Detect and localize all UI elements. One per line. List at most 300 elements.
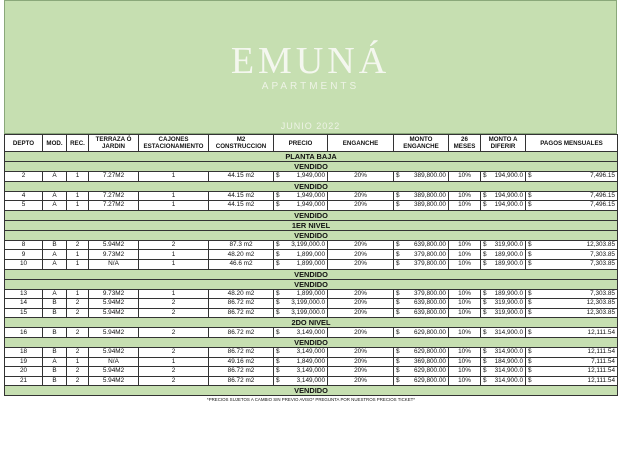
cell-mod: A xyxy=(43,250,67,260)
cell-monto_eng-value: 639,800.00 xyxy=(414,309,446,317)
table-row xyxy=(5,376,618,386)
cell-diferir-value: 189,900.0 xyxy=(494,289,523,297)
cell-diferir xyxy=(481,367,526,377)
cell-depto: 5 xyxy=(5,201,43,211)
currency-symbol: $ xyxy=(483,348,487,356)
cell-precio-value: 3,149,000 xyxy=(296,377,325,385)
cell-precio xyxy=(274,357,328,367)
cell-precio xyxy=(274,250,328,260)
brand-subtitle: APARTMENTS xyxy=(261,81,360,92)
cell-m2: 49.16 m2 xyxy=(209,357,274,367)
cell-mod: A xyxy=(43,259,67,269)
currency-symbol: $ xyxy=(396,289,400,297)
footer-row xyxy=(5,396,618,404)
cell-enganche: 20% xyxy=(328,308,394,318)
cell-pct: 10% xyxy=(449,299,481,309)
cell-monto_eng xyxy=(394,367,449,377)
cell-enganche: 20% xyxy=(328,328,394,338)
cell-cajones: 1 xyxy=(139,289,209,299)
cell-diferir xyxy=(481,259,526,269)
cell-precio xyxy=(274,299,328,309)
cell-precio-value: 3,199,000.0 xyxy=(291,309,325,317)
header-meses xyxy=(449,135,481,152)
currency-symbol: $ xyxy=(528,172,532,180)
header-precio: PRECIO xyxy=(274,135,328,152)
cell-pagos-value: 7,303.85 xyxy=(590,250,615,258)
currency-symbol: $ xyxy=(528,377,532,385)
cell-pct: 10% xyxy=(449,376,481,386)
cell-rec: 1 xyxy=(67,259,89,269)
currency-symbol: $ xyxy=(276,289,280,297)
cell-precio-value: 1,949,000 xyxy=(296,201,325,209)
section-row xyxy=(5,210,618,220)
currency-symbol: $ xyxy=(276,260,280,268)
cell-terraza: 5.94M2 xyxy=(89,299,139,309)
cell-cajones: 2 xyxy=(139,376,209,386)
cell-pct: 10% xyxy=(449,367,481,377)
cell-pct: 10% xyxy=(449,347,481,357)
cell-depto: 10 xyxy=(5,259,43,269)
cell-precio-value: 1,899,000 xyxy=(296,250,325,258)
section-row xyxy=(5,220,618,230)
header-banner xyxy=(4,0,617,134)
currency-symbol: $ xyxy=(528,260,532,268)
cell-cajones: 2 xyxy=(139,240,209,250)
table-body xyxy=(5,152,618,396)
cell-pagos xyxy=(526,250,618,260)
cell-monto_eng-value: 389,800.00 xyxy=(414,191,446,199)
cell-depto: 9 xyxy=(5,250,43,260)
header-monto-diferir: MONTO A DIFERIR xyxy=(481,135,526,152)
cell-terraza: 7.27M2 xyxy=(89,191,139,201)
section-row xyxy=(5,152,618,162)
cell-pagos-value: 12,111.54 xyxy=(587,328,615,336)
cell-precio xyxy=(274,347,328,357)
cell-diferir-value: 319,900.0 xyxy=(494,309,523,317)
currency-symbol: $ xyxy=(483,299,487,307)
cell-pagos-value: 12,303.85 xyxy=(586,299,615,307)
table-row xyxy=(5,250,618,260)
cell-terraza: 9.73M2 xyxy=(89,250,139,260)
currency-symbol: $ xyxy=(483,201,487,209)
cell-terraza: 7.27M2 xyxy=(89,172,139,182)
cell-pagos-value: 7,303.85 xyxy=(590,289,615,297)
currency-symbol: $ xyxy=(276,172,280,180)
currency-symbol: $ xyxy=(276,191,280,199)
header-monto-enganche: MONTO ENGANCHE xyxy=(394,135,449,152)
cell-rec: 1 xyxy=(67,250,89,260)
table-row xyxy=(5,308,618,318)
header-enganche: ENGANCHE xyxy=(328,135,394,152)
cell-pagos-value: 7,496.15 xyxy=(590,191,615,199)
cell-pagos-value: 7,496.15 xyxy=(590,172,615,180)
cell-cajones: 1 xyxy=(139,250,209,260)
cell-precio xyxy=(274,201,328,211)
cell-terraza: N/A xyxy=(89,259,139,269)
currency-symbol: $ xyxy=(528,309,532,317)
table-row xyxy=(5,172,618,182)
currency-symbol: $ xyxy=(528,289,532,297)
cell-cajones: 2 xyxy=(139,367,209,377)
cell-pagos-value: 12,303.85 xyxy=(586,309,615,317)
currency-symbol: $ xyxy=(396,328,400,336)
cell-depto: 19 xyxy=(5,357,43,367)
cell-monto_eng xyxy=(394,357,449,367)
banner-date: JUNIO 2022 xyxy=(280,121,341,131)
cell-rec: 2 xyxy=(67,376,89,386)
cell-terraza: N/A xyxy=(89,357,139,367)
cell-m2: 86.72 m2 xyxy=(209,347,274,357)
section-row xyxy=(5,230,618,240)
cell-monto_eng xyxy=(394,172,449,182)
currency-symbol: $ xyxy=(396,201,400,209)
cell-pct: 10% xyxy=(449,328,481,338)
currency-symbol: $ xyxy=(528,250,532,258)
cell-enganche: 20% xyxy=(328,357,394,367)
cell-monto_eng xyxy=(394,259,449,269)
cell-pagos xyxy=(526,347,618,357)
cell-enganche: 20% xyxy=(328,347,394,357)
cell-rec: 2 xyxy=(67,240,89,250)
cell-rec: 2 xyxy=(67,328,89,338)
cell-enganche: 20% xyxy=(328,259,394,269)
cell-monto_eng xyxy=(394,328,449,338)
currency-symbol: $ xyxy=(276,357,280,365)
currency-symbol: $ xyxy=(276,367,280,375)
cell-rec: 1 xyxy=(67,289,89,299)
currency-symbol: $ xyxy=(396,309,400,317)
cell-m2: 44.15 m2 xyxy=(209,191,274,201)
section-row xyxy=(5,318,618,328)
table-header-row xyxy=(5,135,618,152)
cell-pagos xyxy=(526,367,618,377)
cell-cajones: 2 xyxy=(139,299,209,309)
cell-diferir-value: 194,900.0 xyxy=(494,172,523,180)
cell-precio xyxy=(274,367,328,377)
cell-monto_eng-value: 629,800.00 xyxy=(414,328,446,336)
cell-mod: B xyxy=(43,328,67,338)
cell-precio xyxy=(274,289,328,299)
currency-symbol: $ xyxy=(276,241,280,249)
cell-pagos xyxy=(526,308,618,318)
cell-monto_eng xyxy=(394,376,449,386)
cell-monto_eng-value: 389,800.00 xyxy=(414,172,446,180)
section-row xyxy=(5,337,618,347)
cell-depto: 20 xyxy=(5,367,43,377)
section-label: 2DO NIVEL xyxy=(5,318,618,328)
currency-symbol: $ xyxy=(276,309,280,317)
cell-diferir-value: 189,900.0 xyxy=(494,250,523,258)
cell-pagos xyxy=(526,376,618,386)
cell-cajones: 1 xyxy=(139,259,209,269)
cell-pagos xyxy=(526,201,618,211)
currency-symbol: $ xyxy=(483,357,487,365)
cell-pagos-value: 12,111.54 xyxy=(587,348,615,356)
cell-terraza: 5.94M2 xyxy=(89,328,139,338)
currency-symbol: $ xyxy=(483,260,487,268)
cell-pagos xyxy=(526,191,618,201)
cell-pct: 10% xyxy=(449,172,481,182)
cell-precio xyxy=(274,376,328,386)
table-row xyxy=(5,191,618,201)
cell-rec: 2 xyxy=(67,299,89,309)
cell-enganche: 20% xyxy=(328,367,394,377)
cell-enganche: 20% xyxy=(328,376,394,386)
cell-diferir-value: 319,900.0 xyxy=(494,241,523,249)
section-row xyxy=(5,269,618,279)
cell-pagos-value: 7,111.54 xyxy=(591,357,615,365)
cell-enganche: 20% xyxy=(328,299,394,309)
currency-symbol: $ xyxy=(483,377,487,385)
table-row xyxy=(5,299,618,309)
currency-symbol: $ xyxy=(396,377,400,385)
table-row xyxy=(5,328,618,338)
cell-monto_eng-value: 379,800.00 xyxy=(414,260,446,268)
currency-symbol: $ xyxy=(396,260,400,268)
cell-enganche: 20% xyxy=(328,201,394,211)
cell-monto_eng xyxy=(394,308,449,318)
cell-rec: 2 xyxy=(67,347,89,357)
currency-symbol: $ xyxy=(396,172,400,180)
cell-monto_eng-value: 629,800.00 xyxy=(414,377,446,385)
table-row xyxy=(5,259,618,269)
cell-cajones: 1 xyxy=(139,172,209,182)
cell-diferir-value: 194,900.0 xyxy=(494,201,523,209)
cell-cajones: 1 xyxy=(139,201,209,211)
section-row xyxy=(5,162,618,172)
cell-precio-value: 3,199,000.0 xyxy=(291,241,325,249)
cell-diferir xyxy=(481,172,526,182)
cell-diferir xyxy=(481,376,526,386)
cell-precio-value: 3,199,000.0 xyxy=(291,299,325,307)
cell-rec: 2 xyxy=(67,308,89,318)
currency-symbol: $ xyxy=(528,357,532,365)
header-pagos: PAGOS MENSUALES xyxy=(526,135,618,152)
cell-mod: B xyxy=(43,299,67,309)
cell-diferir xyxy=(481,299,526,309)
cell-mod: A xyxy=(43,357,67,367)
cell-m2: 86.72 m2 xyxy=(209,328,274,338)
cell-precio-value: 3,149,000 xyxy=(296,348,325,356)
currency-symbol: $ xyxy=(276,377,280,385)
cell-precio-value: 1,949,000 xyxy=(296,172,325,180)
header-rec: REC. xyxy=(67,135,89,152)
table-row xyxy=(5,357,618,367)
footer-note: *PRECIOS SUJETOS A CAMBIO SIN PREVIO AVISO* PREGUNTA POR NUESTROS PRECIOS TICKET* xyxy=(206,397,416,403)
cell-rec: 1 xyxy=(67,201,89,211)
cell-rec: 1 xyxy=(67,172,89,182)
cell-diferir-value: 314,900.0 xyxy=(494,328,523,336)
cell-pagos-value: 7,496.15 xyxy=(590,201,615,209)
cell-mod: A xyxy=(43,191,67,201)
cell-enganche: 20% xyxy=(328,250,394,260)
cell-precio xyxy=(274,191,328,201)
currency-symbol: $ xyxy=(528,328,532,336)
section-row xyxy=(5,181,618,191)
cell-rec: 1 xyxy=(67,191,89,201)
cell-mod: B xyxy=(43,347,67,357)
cell-pagos xyxy=(526,240,618,250)
cell-pct: 10% xyxy=(449,308,481,318)
cell-m2: 44.15 m2 xyxy=(209,172,274,182)
cell-diferir xyxy=(481,347,526,357)
cell-m2: 86.72 m2 xyxy=(209,376,274,386)
cell-monto_eng-value: 379,800.00 xyxy=(414,289,446,297)
cell-monto_eng-value: 369,800.00 xyxy=(414,357,446,365)
cell-monto_eng xyxy=(394,289,449,299)
cell-precio-value: 1,849,000 xyxy=(296,357,325,365)
currency-symbol: $ xyxy=(483,328,487,336)
section-label: 1ER NIVEL xyxy=(5,220,618,230)
cell-diferir-value: 314,900.0 xyxy=(494,348,523,356)
section-label: VENDIDO xyxy=(5,337,618,347)
currency-symbol: $ xyxy=(483,172,487,180)
cell-rec: 1 xyxy=(67,357,89,367)
currency-symbol: $ xyxy=(528,201,532,209)
cell-depto: 21 xyxy=(5,376,43,386)
currency-symbol: $ xyxy=(396,348,400,356)
header-meses-number: 26 xyxy=(461,136,468,143)
cell-pct: 10% xyxy=(449,240,481,250)
header-depto: DEPTO xyxy=(5,135,43,152)
table-row xyxy=(5,201,618,211)
cell-diferir xyxy=(481,201,526,211)
currency-symbol: $ xyxy=(528,241,532,249)
section-row xyxy=(5,386,618,396)
cell-rec: 2 xyxy=(67,367,89,377)
cell-monto_eng xyxy=(394,201,449,211)
cell-terraza: 5.94M2 xyxy=(89,376,139,386)
cell-mod: B xyxy=(43,367,67,377)
section-label: VENDIDO xyxy=(5,181,618,191)
price-table xyxy=(4,134,618,403)
cell-enganche: 20% xyxy=(328,289,394,299)
currency-symbol: $ xyxy=(396,250,400,258)
cell-pagos xyxy=(526,328,618,338)
cell-cajones: 1 xyxy=(139,191,209,201)
cell-cajones: 2 xyxy=(139,308,209,318)
table-row xyxy=(5,367,618,377)
cell-depto: 14 xyxy=(5,299,43,309)
cell-diferir-value: 184,900.0 xyxy=(494,357,523,365)
cell-cajones: 2 xyxy=(139,347,209,357)
currency-symbol: $ xyxy=(276,299,280,307)
section-label: VENDIDO xyxy=(5,230,618,240)
cell-pagos xyxy=(526,172,618,182)
currency-symbol: $ xyxy=(483,250,487,258)
cell-mod: B xyxy=(43,240,67,250)
cell-depto: 8 xyxy=(5,240,43,250)
currency-symbol: $ xyxy=(528,299,532,307)
cell-terraza: 5.94M2 xyxy=(89,367,139,377)
section-label: PLANTA BAJA xyxy=(5,152,618,162)
brand-logo-text: EMUNÁ xyxy=(230,40,391,82)
cell-pagos xyxy=(526,289,618,299)
cell-pct: 10% xyxy=(449,289,481,299)
cell-pagos xyxy=(526,299,618,309)
cell-pct: 10% xyxy=(449,191,481,201)
header-m2: M2 CONSTRUCCION xyxy=(209,135,274,152)
cell-enganche: 20% xyxy=(328,191,394,201)
currency-symbol: $ xyxy=(483,289,487,297)
cell-pagos xyxy=(526,357,618,367)
cell-terraza: 9.73M2 xyxy=(89,289,139,299)
cell-precio-value: 3,149,000 xyxy=(296,328,325,336)
cell-depto: 13 xyxy=(5,289,43,299)
section-label: VENDIDO xyxy=(5,162,618,172)
cell-depto: 16 xyxy=(5,328,43,338)
cell-precio xyxy=(274,172,328,182)
cell-pagos-value: 7,303.85 xyxy=(590,260,615,268)
cell-monto_eng-value: 389,800.00 xyxy=(414,201,446,209)
cell-monto_eng-value: 639,800.00 xyxy=(414,299,446,307)
cell-monto_eng xyxy=(394,240,449,250)
cell-m2: 86.72 m2 xyxy=(209,367,274,377)
header-cajones: CAJONES ESTACIONAMIENTO xyxy=(139,135,209,152)
cell-diferir-value: 314,900.0 xyxy=(494,367,523,375)
cell-monto_eng-value: 379,800.00 xyxy=(414,250,446,258)
cell-terraza: 5.94M2 xyxy=(89,240,139,250)
cell-precio xyxy=(274,308,328,318)
cell-m2: 44.15 m2 xyxy=(209,201,274,211)
cell-monto_eng-value: 639,800.00 xyxy=(414,241,446,249)
currency-symbol: $ xyxy=(396,367,400,375)
cell-enganche: 20% xyxy=(328,240,394,250)
cell-pct: 10% xyxy=(449,250,481,260)
cell-monto_eng xyxy=(394,299,449,309)
cell-terraza: 5.94M2 xyxy=(89,308,139,318)
cell-depto: 4 xyxy=(5,191,43,201)
cell-m2: 86.72 m2 xyxy=(209,308,274,318)
cell-m2: 48.20 m2 xyxy=(209,289,274,299)
header-terraza: TERRAZA Ó JARDIN xyxy=(89,135,139,152)
section-label: VENDIDO xyxy=(5,386,618,396)
cell-diferir xyxy=(481,328,526,338)
cell-enganche: 20% xyxy=(328,172,394,182)
currency-symbol: $ xyxy=(276,250,280,258)
currency-symbol: $ xyxy=(483,241,487,249)
currency-symbol: $ xyxy=(276,348,280,356)
cell-m2: 48.20 m2 xyxy=(209,250,274,260)
cell-monto_eng-value: 629,800.00 xyxy=(414,367,446,375)
cell-mod: A xyxy=(43,172,67,182)
currency-symbol: $ xyxy=(396,299,400,307)
cell-pagos-value: 12,303.85 xyxy=(586,241,615,249)
cell-monto_eng-value: 629,800.00 xyxy=(414,348,446,356)
header-meses-label: MESES xyxy=(453,143,476,150)
cell-mod: A xyxy=(43,289,67,299)
cell-cajones: 2 xyxy=(139,328,209,338)
cell-precio-value: 3,149,000 xyxy=(296,367,325,375)
currency-symbol: $ xyxy=(528,191,532,199)
cell-depto: 18 xyxy=(5,347,43,357)
cell-precio-value: 1,949,000 xyxy=(296,191,325,199)
cell-pct: 10% xyxy=(449,357,481,367)
currency-symbol: $ xyxy=(528,348,532,356)
cell-pagos xyxy=(526,259,618,269)
currency-symbol: $ xyxy=(528,367,532,375)
cell-diferir-value: 194,900.0 xyxy=(494,191,523,199)
header-mod: MOD. xyxy=(43,135,67,152)
cell-precio xyxy=(274,259,328,269)
cell-precio-value: 1,899,000 xyxy=(296,289,325,297)
cell-precio xyxy=(274,328,328,338)
cell-precio xyxy=(274,240,328,250)
section-row xyxy=(5,279,618,289)
currency-symbol: $ xyxy=(396,191,400,199)
cell-depto: 15 xyxy=(5,308,43,318)
cell-pagos-value: 12,111.54 xyxy=(587,377,615,385)
